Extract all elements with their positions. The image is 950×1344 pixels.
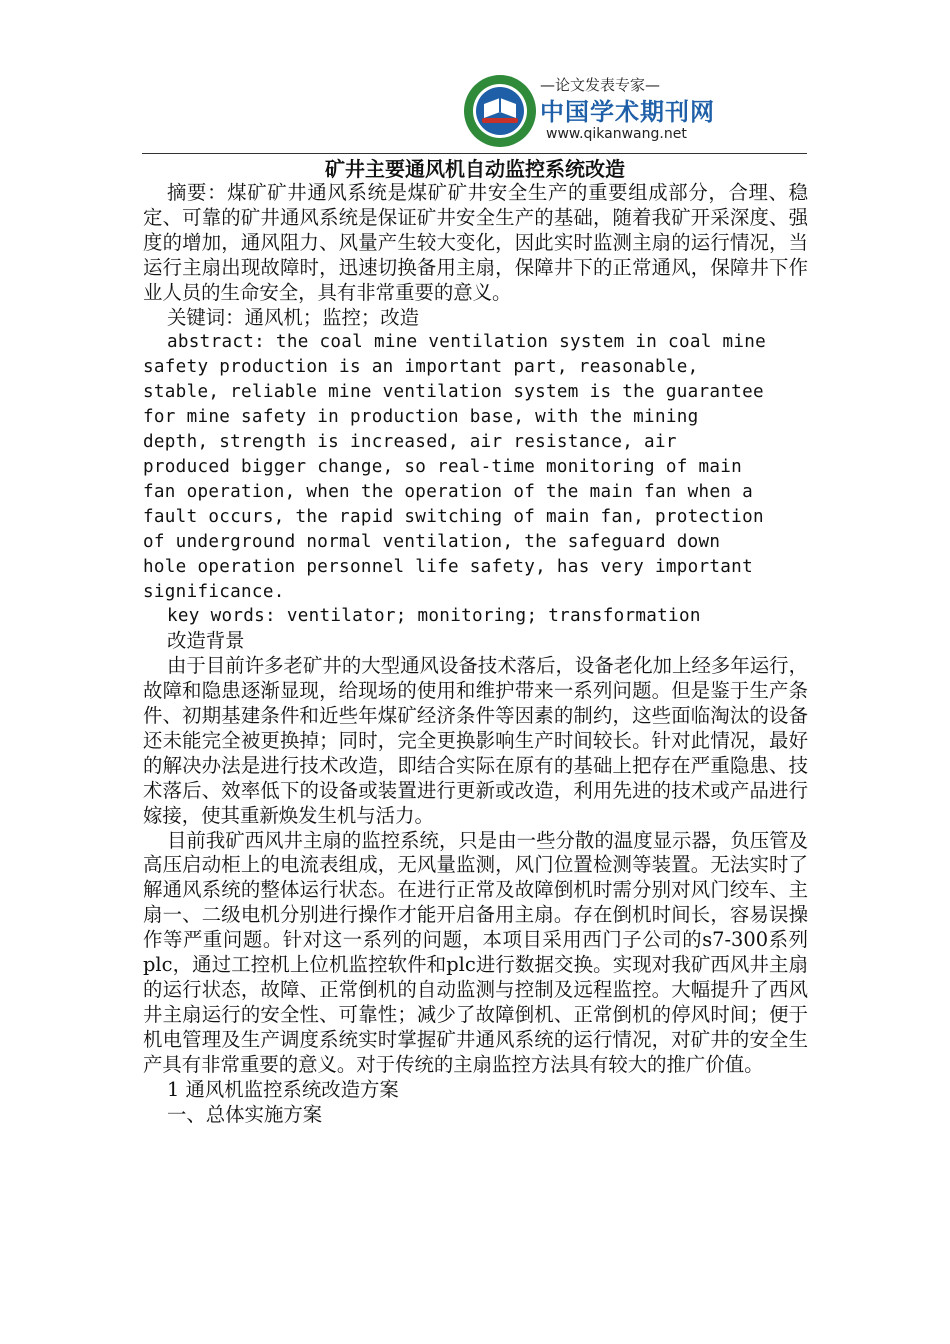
header-divider xyxy=(142,153,807,154)
paragraph-background: 由于目前许多老矿井的大型通风设备技术落后，设备老化加上经多年运行，故障和隐患逐渐显现，给现场的使用和维护带来一系列问题。但是鉴于生产条件、初期基建条件和近些年煤矿经济条件等因素的制约，这些面临淘汰的设备还未能完全被更换掉；同时，完全更换影响生产时间较长。针对此情况，最好的解决办法是进行技术改造，即结合实际在原有的基础上把存在严重隐患、技术落后、效率低下的设备或装置进行更新或改造，利用先进的技术或产品进行嫁接，使其重新焕发生机与活力。 xyxy=(143,654,808,827)
subsection-heading-1: 一、总体实施方案 xyxy=(167,1102,323,1126)
qikanwang-seal-icon xyxy=(462,72,538,150)
section-heading-1: 1 通风机监控系统改造方案 xyxy=(167,1077,399,1101)
article-body xyxy=(143,181,808,1127)
logo-name: 中国学术期刊网 xyxy=(540,98,715,126)
section-heading-background: 改造背景 xyxy=(167,629,245,653)
abstract-cn: 摘要：煤矿矿井通风系统是煤矿矿井安全生产的重要组成部分，合理、稳定、可靠的矿井通风系统是保证矿井安全生产的基础，随着我矿开采深度、强度的增加，通风阻力、风量产生较大变化，因此实时监测主扇的运行情况，当运行主扇出现故障时，迅速切换备用主扇，保障井下的正常通风，保障井下作业人员的生命安全，具有非常重要的意义。 xyxy=(143,181,808,304)
paragraph-current-system: 目前我矿西风井主扇的监控系统，只是由一些分散的温度显示器，负压管及高压启动柜上的电流表组成，无风量监测，风门位置检测等装置。无法实时了解通风系统的整体运行状态。在进行正常及故障倒机时需分别对风门绞车、主扇一、二级电机分别进行操作才能开启备用主扇。存在倒机时间长，容易误操作等严重问题。针对这一系列的问题，本项目采用西门子公司的s7-300系列plc，通过工控机上位机监控软件和plc进行数据交换。实现对我矿西风井主扇的运行状态，故障、正常倒机的自动监测与控制及远程监控。大幅提升了西风井主扇运行的安全性、可靠性；减少了故障倒机、正常倒机的停风时间；便于机电管理及生产调度系统实时掌握矿井通风系统的运行情况，对矿井的安全生产具有非常重要的意义。对于传统的主扇监控方法具有较大的推广价值。 xyxy=(143,828,808,1076)
logo-url: www.qikanwang.net xyxy=(546,126,687,142)
abstract-en: abstract: the coal mine ventilation system in coal mine safety production is an important part, reasonable, stable, reliable mine ventilation system is the guarantee for mine safety in production base, with the mining depth, strength is increased, air resistance, air produced bigger change, so real-time monitoring of main fan operation, when the operation of the main fan when a fault occurs, the rapid switching of main fan, protection of underground normal ventilation, the safeguard down hole operation personnel life safety, has very important significance. xyxy=(143,332,767,602)
keywords-en: key words: ventilator; monitoring; transformation xyxy=(167,606,701,627)
site-logo xyxy=(462,72,715,150)
logo-tagline: —论文发表专家— xyxy=(540,76,661,94)
article-title: 矿井主要通风机自动监控系统改造 xyxy=(325,157,625,181)
keywords-cn: 关键词：通风机；监控；改造 xyxy=(167,305,420,329)
